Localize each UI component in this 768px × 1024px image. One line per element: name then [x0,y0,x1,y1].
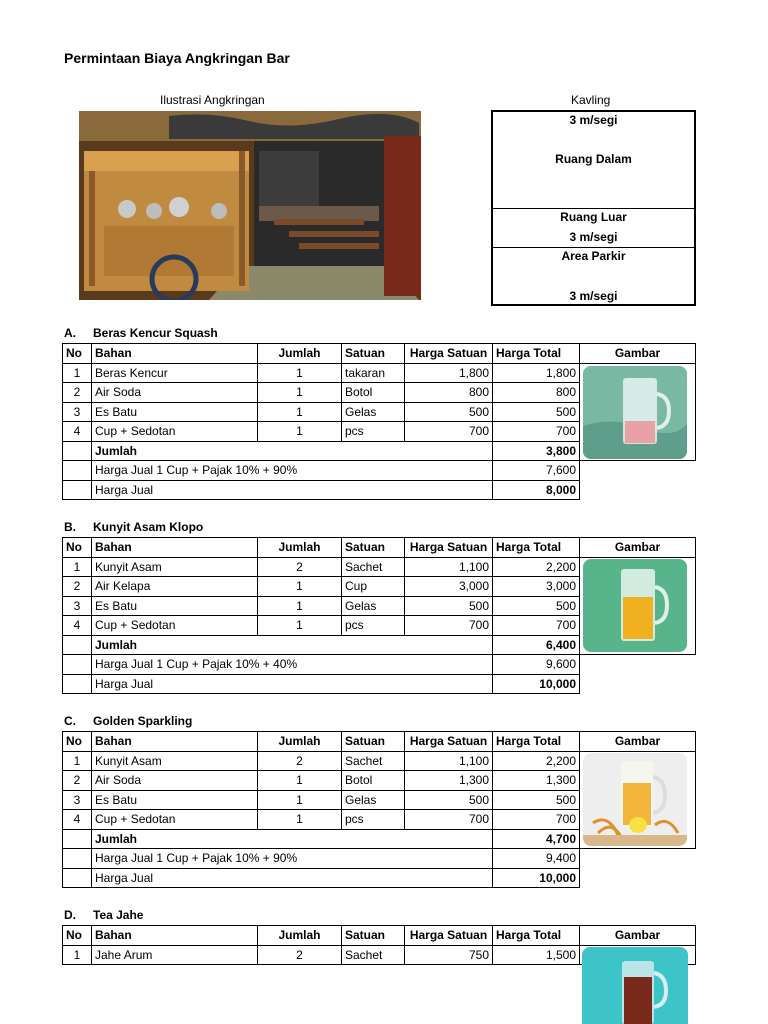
header-no: No [63,732,92,752]
drink-photo [583,366,687,459]
drink-photo [583,559,687,652]
section-name: Tea Jahe [93,908,144,922]
cell-jumlah: 1 [258,616,342,636]
kavling-divider [493,247,694,248]
summary-row [63,655,696,675]
section-title [64,520,203,534]
harga-jual-cup-label: Harga Jual 1 Cup + Pajak 10% + 90% [92,461,493,481]
harga-jual-cup-label: Harga Jual 1 Cup + Pajak 10% + 40% [92,655,493,675]
section-title [64,714,192,728]
header-no: No [63,538,92,558]
illustration-label: Ilustrasi Angkringan [160,93,265,107]
drink-photo [583,753,687,846]
cell-bahan: Es Batu [92,402,258,422]
summary-row [63,849,696,869]
cell-bahan: Es Batu [92,596,258,616]
header-harga-total: Harga Total [493,926,580,946]
harga-jual-cup-value: 7,600 [493,461,580,481]
cell-jumlah: 2 [258,945,342,965]
cell-no: 2 [63,577,92,597]
cell-harga-total: 800 [493,383,580,403]
table-header [63,732,696,752]
cell-jumlah: 1 [258,771,342,791]
cell-satuan: Gelas [342,596,405,616]
header-harga-total: Harga Total [493,344,580,364]
harga-jual-label: Harga Jual [92,868,493,888]
cell-jumlah: 2 [258,751,342,771]
table-header [63,344,696,364]
header-harga-satuan: Harga Satuan [405,538,493,558]
cell-satuan: Botol [342,771,405,791]
section-letter: D. [64,908,76,922]
cell-bahan: Air Kelapa [92,577,258,597]
header-satuan: Satuan [342,926,405,946]
section-title [64,326,218,340]
drink-photo [582,947,688,1024]
header-no: No [63,344,92,364]
cell-harga-satuan: 1,100 [405,557,493,577]
header-gambar: Gambar [580,538,696,558]
kavling-diagram [491,110,696,306]
table-header [63,538,696,558]
cell-harga-total: 500 [493,402,580,422]
cell-harga-total: 500 [493,596,580,616]
header-jumlah: Jumlah [258,538,342,558]
harga-jual-label: Harga Jual [92,674,493,694]
cell-no: 4 [63,616,92,636]
jumlah-value: 6,400 [493,635,580,655]
cell-satuan: Cup [342,577,405,597]
cell-no: 1 [63,751,92,771]
cell-bahan: Cup + Sedotan [92,616,258,636]
cell-bahan: Cup + Sedotan [92,810,258,830]
cell-satuan: Gelas [342,790,405,810]
cell-harga-total: 700 [493,810,580,830]
harga-jual-value: 8,000 [493,480,580,500]
cell-harga-total: 1,500 [493,945,580,965]
kavling-mid-size: 3 m/segi [569,230,618,244]
angkringan-photo [79,111,421,300]
cell-jumlah: 1 [258,363,342,383]
cell-harga-total: 1,300 [493,771,580,791]
cell-harga-satuan: 3,000 [405,577,493,597]
cell-harga-satuan: 500 [405,790,493,810]
kavling-ruang-luar: Ruang Luar [560,210,627,224]
cell-harga-satuan: 500 [405,402,493,422]
cell-harga-satuan: 800 [405,383,493,403]
header-jumlah: Jumlah [258,926,342,946]
header-harga-total: Harga Total [493,732,580,752]
header-satuan: Satuan [342,732,405,752]
cell-jumlah: 1 [258,422,342,442]
cell-satuan: Sachet [342,751,405,771]
cell-satuan: Sachet [342,557,405,577]
cell-bahan: Air Soda [92,771,258,791]
kavling-area-parkir: Area Parkir [561,249,626,263]
cell-harga-satuan: 700 [405,616,493,636]
kavling-bottom-size: 3 m/segi [569,289,618,303]
summary-row [63,674,696,694]
header-satuan: Satuan [342,344,405,364]
cell-bahan: Cup + Sedotan [92,422,258,442]
cell-no: 2 [63,383,92,403]
kavling-top-size: 3 m/segi [569,113,618,127]
section-name: Golden Sparkling [93,714,193,728]
cell-harga-total: 1,800 [493,363,580,383]
cell-bahan: Kunyit Asam [92,557,258,577]
cell-harga-total: 2,200 [493,557,580,577]
cell-harga-satuan: 1,800 [405,363,493,383]
header-bahan: Bahan [92,732,258,752]
cell-no: 1 [63,945,92,965]
cell-satuan: takaran [342,363,405,383]
cell-harga-satuan: 1,100 [405,751,493,771]
section-letter: C. [64,714,76,728]
cell-jumlah: 1 [258,402,342,422]
cell-bahan: Kunyit Asam [92,751,258,771]
header-satuan: Satuan [342,538,405,558]
header-jumlah: Jumlah [258,732,342,752]
summary-row [63,461,696,481]
cell-harga-total: 3,000 [493,577,580,597]
cell-bahan: Jahe Arum [92,945,258,965]
section-letter: A. [64,326,76,340]
cell-harga-total: 700 [493,616,580,636]
cell-harga-total: 500 [493,790,580,810]
cell-no: 2 [63,771,92,791]
section-title [64,908,143,922]
cell-harga-satuan: 750 [405,945,493,965]
page-title: Permintaan Biaya Angkringan Bar [64,50,290,66]
header-bahan: Bahan [92,538,258,558]
cell-satuan: Botol [342,383,405,403]
cell-no: 1 [63,363,92,383]
harga-jual-cup-value: 9,600 [493,655,580,675]
header-jumlah: Jumlah [258,344,342,364]
header-harga-satuan: Harga Satuan [405,926,493,946]
cell-no: 3 [63,790,92,810]
summary-row [63,868,696,888]
header-bahan: Bahan [92,344,258,364]
cell-jumlah: 2 [258,557,342,577]
cell-no: 4 [63,422,92,442]
section-name: Beras Kencur Squash [93,326,218,340]
cell-harga-satuan: 1,300 [405,771,493,791]
cell-no: 3 [63,596,92,616]
cell-bahan: Es Batu [92,790,258,810]
harga-jual-cup-label: Harga Jual 1 Cup + Pajak 10% + 90% [92,849,493,869]
section-name: Kunyit Asam Klopo [93,520,204,534]
cell-harga-total: 700 [493,422,580,442]
cell-no: 1 [63,557,92,577]
header-gambar: Gambar [580,344,696,364]
jumlah-value: 3,800 [493,441,580,461]
cell-satuan: Sachet [342,945,405,965]
cell-jumlah: 1 [258,790,342,810]
header-gambar: Gambar [580,732,696,752]
harga-jual-value: 10,000 [493,868,580,888]
section-letter: B. [64,520,76,534]
kavling-ruang-dalam: Ruang Dalam [555,152,632,166]
cell-satuan: pcs [342,810,405,830]
cell-no: 4 [63,810,92,830]
summary-row [63,480,696,500]
kavling-divider [493,208,694,209]
cell-harga-satuan: 700 [405,810,493,830]
cell-jumlah: 1 [258,810,342,830]
cell-harga-total: 2,200 [493,751,580,771]
header-harga-satuan: Harga Satuan [405,344,493,364]
jumlah-label: Jumlah [92,635,493,655]
cell-satuan: pcs [342,616,405,636]
kavling-label: Kavling [571,93,611,107]
cell-satuan: Gelas [342,402,405,422]
cell-harga-satuan: 500 [405,596,493,616]
table-header [63,926,696,946]
cell-jumlah: 1 [258,596,342,616]
cell-satuan: pcs [342,422,405,442]
cell-bahan: Air Soda [92,383,258,403]
harga-jual-label: Harga Jual [92,480,493,500]
harga-jual-cup-value: 9,400 [493,849,580,869]
header-harga-total: Harga Total [493,538,580,558]
harga-jual-value: 10,000 [493,674,580,694]
cell-bahan: Beras Kencur [92,363,258,383]
header-gambar: Gambar [580,926,696,946]
jumlah-label: Jumlah [92,829,493,849]
header-bahan: Bahan [92,926,258,946]
cell-jumlah: 1 [258,577,342,597]
cell-jumlah: 1 [258,383,342,403]
header-harga-satuan: Harga Satuan [405,732,493,752]
jumlah-label: Jumlah [92,441,493,461]
header-no: No [63,926,92,946]
cell-no: 3 [63,402,92,422]
jumlah-value: 4,700 [493,829,580,849]
cell-harga-satuan: 700 [405,422,493,442]
